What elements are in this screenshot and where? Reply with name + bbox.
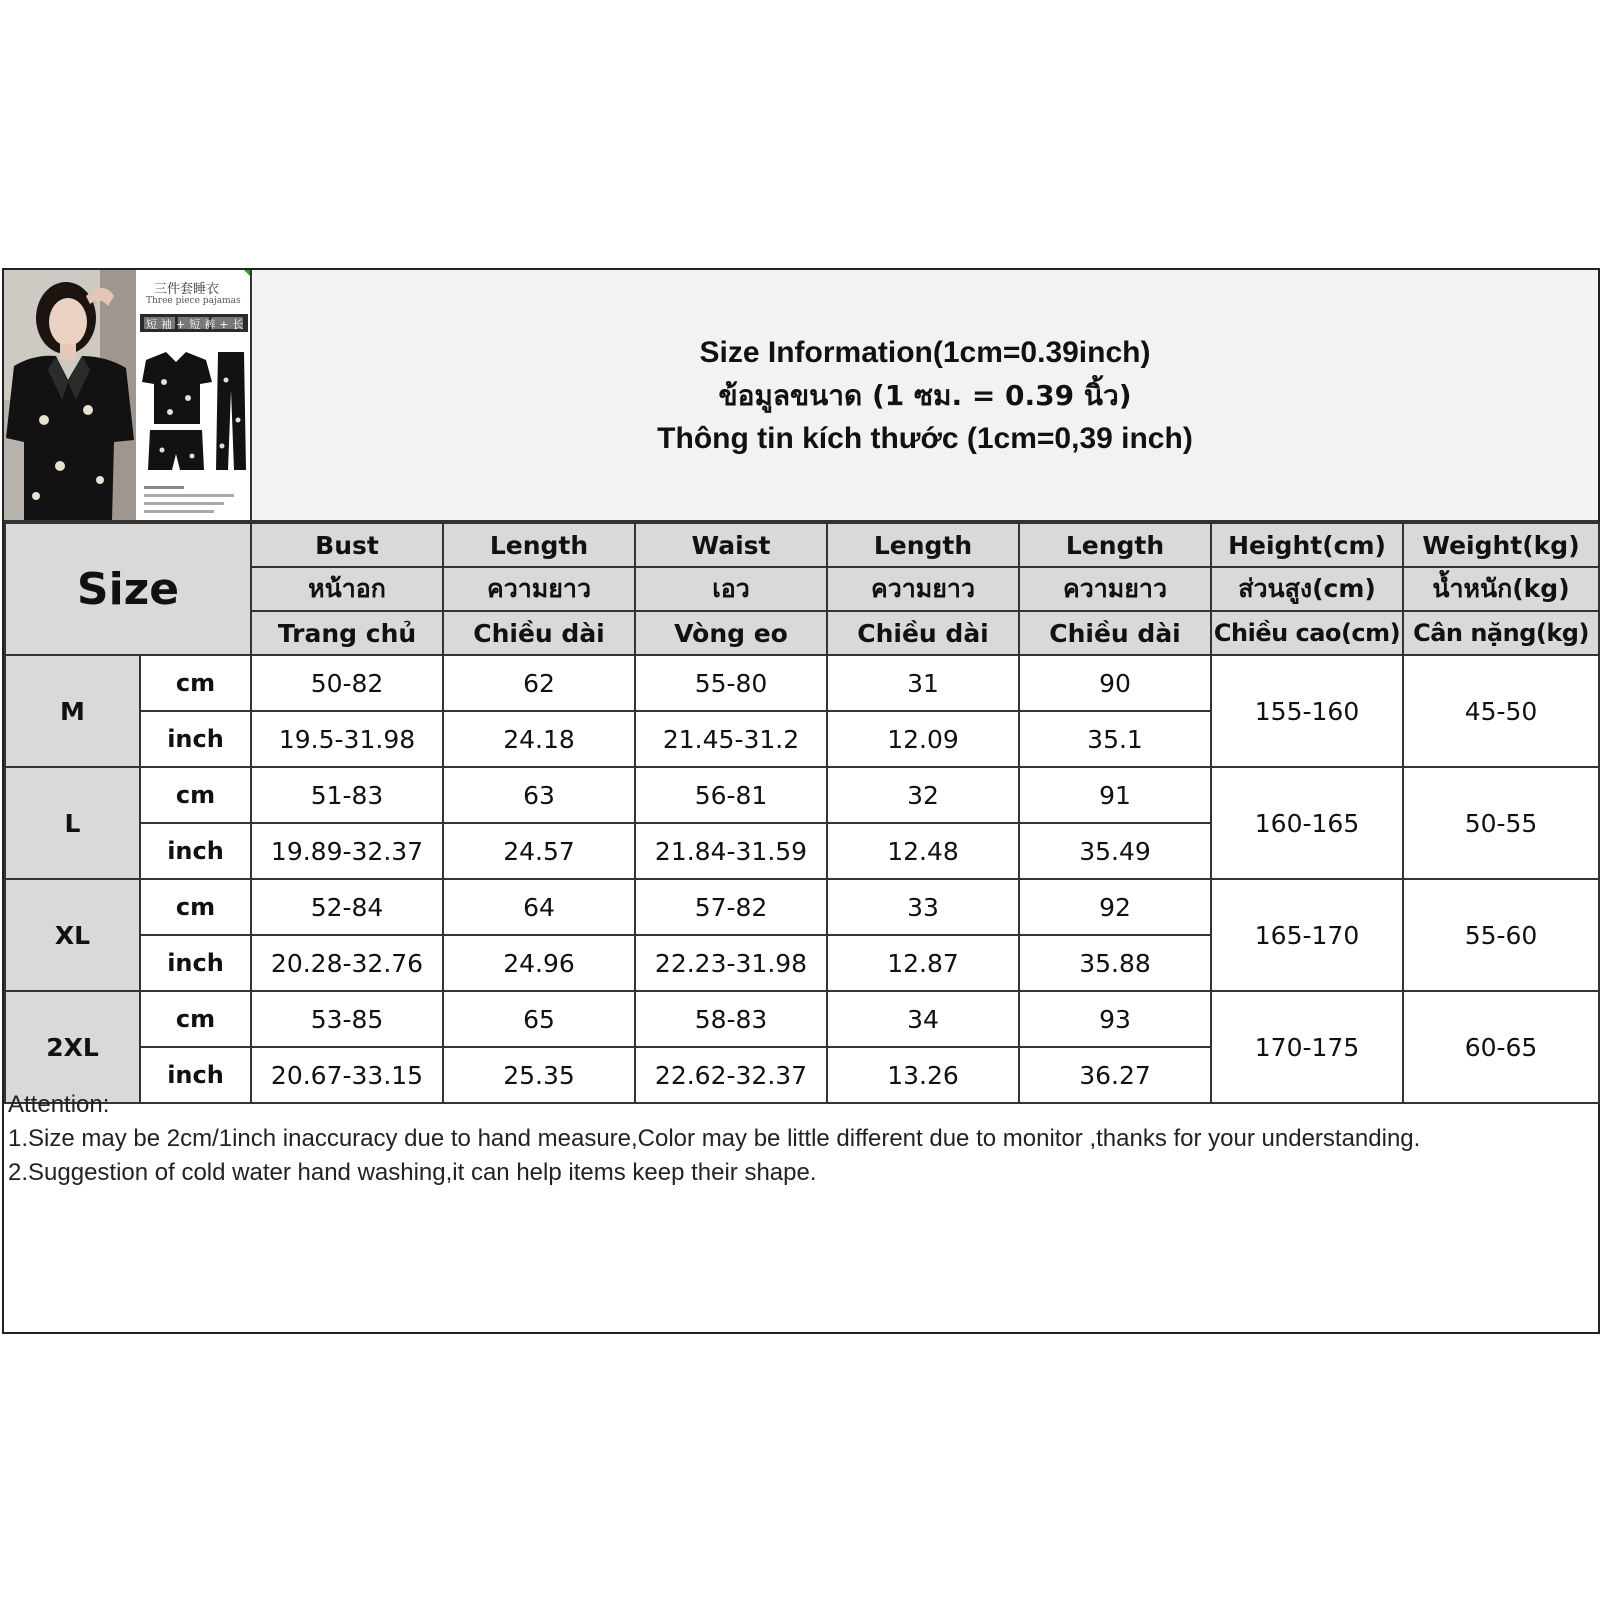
weight-cell: 50-55 — [1403, 767, 1599, 879]
pajama-product-image — [4, 270, 250, 520]
value-cell: 32 — [827, 767, 1019, 823]
weight-cell: 55-60 — [1403, 879, 1599, 991]
value-cell: 35.88 — [1019, 935, 1211, 991]
value-cell: 57-82 — [635, 879, 827, 935]
value-cell: 53-85 — [251, 991, 443, 1047]
size-table — [4, 522, 1600, 1104]
col-header-waist-th: เอว — [635, 567, 827, 611]
value-cell: 20.67-33.15 — [251, 1047, 443, 1103]
table-row — [5, 767, 1599, 823]
value-cell: 21.45-31.2 — [635, 711, 827, 767]
value-cell: 12.09 — [827, 711, 1019, 767]
value-cell: 35.49 — [1019, 823, 1211, 879]
col-header-weight-en: Weight(kg) — [1403, 523, 1599, 567]
value-cell: 31 — [827, 655, 1019, 711]
value-cell: 19.5-31.98 — [251, 711, 443, 767]
thumbnail-tags: 短袖+短裤+长裤 — [146, 318, 248, 347]
unit-cell: cm — [140, 991, 251, 1047]
value-cell: 20.28-32.76 — [251, 935, 443, 991]
value-cell: 62 — [443, 655, 635, 711]
height-cell: 170-175 — [1211, 991, 1403, 1103]
table-row — [5, 991, 1599, 1047]
value-cell: 35.1 — [1019, 711, 1211, 767]
product-thumbnail — [4, 270, 252, 520]
col-header-length-th: ความยาว — [1019, 567, 1211, 611]
value-cell: 12.87 — [827, 935, 1019, 991]
attention-item: 1.Size may be 2cm/1inch inaccuracy due to hand measure,Color may be little different due to monitor ,thanks for your understanding. — [8, 1125, 1421, 1152]
col-header-length-en: Length — [827, 523, 1019, 567]
value-cell: 51-83 — [251, 767, 443, 823]
unit-cell: inch — [140, 1047, 251, 1103]
col-header-weight-th: น้ำหนัก(kg) — [1403, 567, 1599, 611]
size-cell: 2XL — [5, 991, 140, 1103]
unit-cell: cm — [140, 655, 251, 711]
col-header-length-vi: Chiều dài — [443, 611, 635, 655]
value-cell: 55-80 — [635, 655, 827, 711]
col-header-length-en: Length — [443, 523, 635, 567]
title-english: Size Information(1cm=0.39inch) — [699, 335, 1151, 369]
value-cell: 56-81 — [635, 767, 827, 823]
height-cell: 155-160 — [1211, 655, 1403, 767]
value-cell: 34 — [827, 991, 1019, 1047]
value-cell: 12.48 — [827, 823, 1019, 879]
size-cell: L — [5, 767, 140, 879]
col-header-weight-vi: Cân nặng(kg) — [1403, 611, 1599, 655]
attention-heading: Attention: — [8, 1091, 110, 1118]
unit-cell: inch — [140, 711, 251, 767]
value-cell: 90 — [1019, 655, 1211, 711]
attention-notes — [8, 1088, 1594, 1190]
col-header-length-th: ความยาว — [443, 567, 635, 611]
title-thai: ข้อมูลขนาด (1 ซม. = 0.39 นิ้ว) — [718, 378, 1132, 412]
col-header-waist-vi: Vòng eo — [635, 611, 827, 655]
col-header-length-th: ความยาว — [827, 567, 1019, 611]
col-header-length-en: Length — [1019, 523, 1211, 567]
col-header-bust-vi: Trang chủ — [251, 611, 443, 655]
col-header-bust-en: Bust — [251, 523, 443, 567]
value-cell: 58-83 — [635, 991, 827, 1047]
table-row — [5, 879, 1599, 935]
value-cell: 52-84 — [251, 879, 443, 935]
value-cell: 19.89-32.37 — [251, 823, 443, 879]
header-row-en — [5, 523, 1599, 567]
value-cell: 24.18 — [443, 711, 635, 767]
value-cell: 63 — [443, 767, 635, 823]
thumbnail-caption-cn: 三件套睡衣 — [154, 282, 220, 297]
col-header-height-en: Height(cm) — [1211, 523, 1403, 567]
unit-cell: inch — [140, 935, 251, 991]
size-column-header: Size — [5, 523, 251, 655]
value-cell: 92 — [1019, 879, 1211, 935]
col-header-height-vi: Chiều cao(cm) — [1211, 611, 1403, 655]
unit-cell: cm — [140, 879, 251, 935]
size-cell: M — [5, 655, 140, 767]
value-cell: 24.57 — [443, 823, 635, 879]
value-cell: 22.62-32.37 — [635, 1047, 827, 1103]
height-cell: 165-170 — [1211, 879, 1403, 991]
title-block — [252, 270, 1598, 520]
value-cell: 21.84-31.59 — [635, 823, 827, 879]
value-cell: 93 — [1019, 991, 1211, 1047]
value-cell: 50-82 — [251, 655, 443, 711]
height-cell: 160-165 — [1211, 767, 1403, 879]
size-chart — [2, 268, 1600, 1334]
value-cell: 91 — [1019, 767, 1211, 823]
value-cell: 65 — [443, 991, 635, 1047]
col-header-bust-th: หน้าอก — [251, 567, 443, 611]
size-cell: XL — [5, 879, 140, 991]
chart-header — [4, 270, 1598, 522]
weight-cell: 60-65 — [1403, 991, 1599, 1103]
value-cell: 13.26 — [827, 1047, 1019, 1103]
col-header-height-th: ส่วนสูง(cm) — [1211, 567, 1403, 611]
value-cell: 36.27 — [1019, 1047, 1211, 1103]
table-row — [5, 655, 1599, 711]
value-cell: 22.23-31.98 — [635, 935, 827, 991]
value-cell: 64 — [443, 879, 635, 935]
value-cell: 24.96 — [443, 935, 635, 991]
thumbnail-caption-en: Three piece pajamas — [146, 296, 241, 306]
unit-cell: cm — [140, 767, 251, 823]
col-header-length-vi: Chiều dài — [827, 611, 1019, 655]
value-cell: 25.35 — [443, 1047, 635, 1103]
attention-item: 2.Suggestion of cold water hand washing,it can help items keep their shape. — [8, 1159, 817, 1186]
col-header-waist-en: Waist — [635, 523, 827, 567]
weight-cell: 45-50 — [1403, 655, 1599, 767]
value-cell: 33 — [827, 879, 1019, 935]
unit-cell: inch — [140, 823, 251, 879]
col-header-length-vi: Chiều dài — [1019, 611, 1211, 655]
title-vietnamese: Thông tin kích thước (1cm=0,39 inch) — [657, 421, 1193, 455]
